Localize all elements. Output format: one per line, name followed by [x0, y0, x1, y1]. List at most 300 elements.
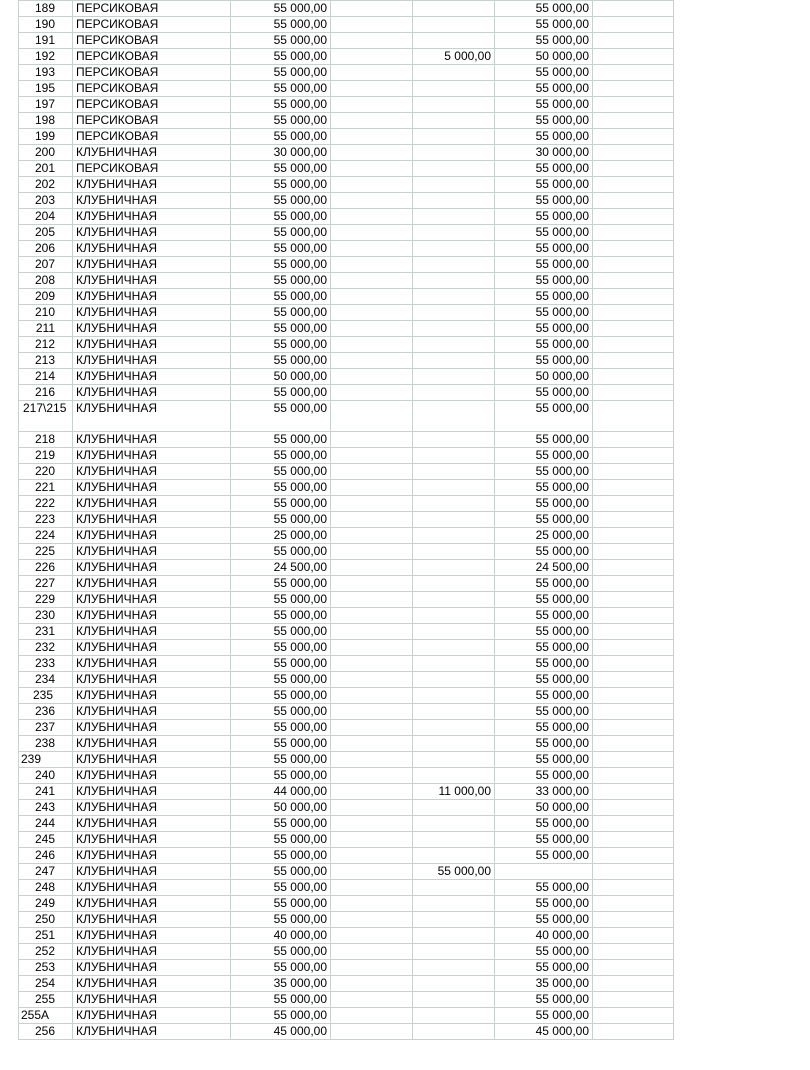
plot-number-cell: 216: [19, 385, 73, 401]
table-row: [19, 896, 674, 912]
empty-cell: [331, 576, 413, 592]
balance-cell: 55 000,00: [495, 209, 593, 225]
blank-cell: [593, 528, 674, 544]
empty-cell: [331, 17, 413, 33]
empty-cell: [331, 448, 413, 464]
plot-number-cell: 201: [19, 161, 73, 177]
balance-cell: 55 000,00: [495, 65, 593, 81]
street-name-cell: КЛУБНИЧНАЯ: [73, 576, 231, 592]
table-row: [19, 177, 674, 193]
table-row: [19, 321, 674, 337]
amount-cell: 50 000,00: [231, 369, 331, 385]
deduction-cell: [413, 720, 495, 736]
plot-number-cell: 224: [19, 528, 73, 544]
amount-cell: 55 000,00: [231, 656, 331, 672]
amount-cell: 55 000,00: [231, 752, 331, 768]
plot-number-cell: 198: [19, 113, 73, 129]
table-row: [19, 784, 674, 800]
balance-cell: 55 000,00: [495, 464, 593, 480]
plot-number-cell: 190: [19, 17, 73, 33]
deduction-cell: [413, 624, 495, 640]
plot-number-cell: 252: [19, 944, 73, 960]
deduction-cell: [413, 512, 495, 528]
table-row: [19, 960, 674, 976]
amount-cell: 55 000,00: [231, 768, 331, 784]
balance-cell: 30 000,00: [495, 145, 593, 161]
table-row: [19, 880, 674, 896]
table-row: [19, 369, 674, 385]
amount-cell: 55 000,00: [231, 337, 331, 353]
deduction-cell: [413, 113, 495, 129]
amount-cell: 55 000,00: [231, 640, 331, 656]
empty-cell: [331, 305, 413, 321]
blank-cell: [593, 448, 674, 464]
plot-number-cell: 191: [19, 33, 73, 49]
empty-cell: [331, 65, 413, 81]
plot-number-cell: 192: [19, 49, 73, 65]
table-row: [19, 193, 674, 209]
deduction-cell: [413, 896, 495, 912]
empty-cell: [331, 129, 413, 145]
amount-cell: 40 000,00: [231, 928, 331, 944]
amount-cell: 55 000,00: [231, 992, 331, 1008]
table-row: [19, 816, 674, 832]
blank-cell: [593, 944, 674, 960]
table-row: [19, 864, 674, 880]
deduction-cell: [413, 496, 495, 512]
deduction-cell: [413, 608, 495, 624]
table-row: [19, 976, 674, 992]
street-name-cell: КЛУБНИЧНАЯ: [73, 816, 231, 832]
street-name-cell: КЛУБНИЧНАЯ: [73, 928, 231, 944]
balance-cell: 55 000,00: [495, 768, 593, 784]
table-row: [19, 512, 674, 528]
table-row: [19, 289, 674, 305]
plot-number-cell: 218: [19, 432, 73, 448]
balance-cell: 55 000,00: [495, 752, 593, 768]
amount-cell: 55 000,00: [231, 161, 331, 177]
table-row: [19, 528, 674, 544]
street-name-cell: КЛУБНИЧНАЯ: [73, 401, 231, 432]
empty-cell: [331, 432, 413, 448]
table-row: [19, 624, 674, 640]
empty-cell: [331, 816, 413, 832]
empty-cell: [331, 161, 413, 177]
balance-cell: 55 000,00: [495, 33, 593, 49]
amount-cell: 55 000,00: [231, 1, 331, 17]
deduction-cell: [413, 1024, 495, 1040]
plot-number-cell: 223: [19, 512, 73, 528]
blank-cell: [593, 17, 674, 33]
deduction-cell: [413, 528, 495, 544]
plot-number-cell: 200: [19, 145, 73, 161]
blank-cell: [593, 640, 674, 656]
table-row: [19, 432, 674, 448]
deduction-cell: [413, 177, 495, 193]
table-row: [19, 560, 674, 576]
street-name-cell: КЛУБНИЧНАЯ: [73, 305, 231, 321]
table-row: [19, 496, 674, 512]
deduction-cell: [413, 816, 495, 832]
deduction-cell: [413, 385, 495, 401]
empty-cell: [331, 880, 413, 896]
table-row: [19, 241, 674, 257]
blank-cell: [593, 193, 674, 209]
street-name-cell: КЛУБНИЧНАЯ: [73, 273, 231, 289]
table-row: [19, 800, 674, 816]
amount-cell: 55 000,00: [231, 624, 331, 640]
plot-number-cell: 255А: [19, 1008, 73, 1024]
blank-cell: [593, 912, 674, 928]
amount-cell: 55 000,00: [231, 353, 331, 369]
blank-cell: [593, 672, 674, 688]
blank-cell: [593, 576, 674, 592]
deduction-cell: [413, 241, 495, 257]
balance-cell: 55 000,00: [495, 640, 593, 656]
amount-cell: 55 000,00: [231, 113, 331, 129]
plot-number-cell: 243: [19, 800, 73, 816]
table-row: [19, 448, 674, 464]
table-row: [19, 592, 674, 608]
balance-cell: 25 000,00: [495, 528, 593, 544]
deduction-cell: [413, 1008, 495, 1024]
empty-cell: [331, 353, 413, 369]
table-row: [19, 337, 674, 353]
table-row: [19, 81, 674, 97]
blank-cell: [593, 1024, 674, 1040]
table-row: [19, 928, 674, 944]
empty-cell: [331, 33, 413, 49]
table-row: [19, 768, 674, 784]
table-row: [19, 257, 674, 273]
deduction-cell: [413, 193, 495, 209]
plot-number-cell: 253: [19, 960, 73, 976]
balance-cell: 45 000,00: [495, 1024, 593, 1040]
deduction-cell: [413, 800, 495, 816]
deduction-cell: [413, 209, 495, 225]
balance-cell: 55 000,00: [495, 512, 593, 528]
amount-cell: 55 000,00: [231, 576, 331, 592]
street-name-cell: КЛУБНИЧНАЯ: [73, 720, 231, 736]
empty-cell: [331, 928, 413, 944]
balance-cell: 55 000,00: [495, 1, 593, 17]
balance-cell: 55 000,00: [495, 193, 593, 209]
street-name-cell: КЛУБНИЧНАЯ: [73, 960, 231, 976]
empty-cell: [331, 832, 413, 848]
plot-number-cell: 211: [19, 321, 73, 337]
plot-number-cell: 244: [19, 816, 73, 832]
blank-cell: [593, 113, 674, 129]
balance-cell: 55 000,00: [495, 161, 593, 177]
plot-number-cell: 210: [19, 305, 73, 321]
plot-number-cell: 206: [19, 241, 73, 257]
street-name-cell: ПЕРСИКОВАЯ: [73, 161, 231, 177]
balance-cell: 24 500,00: [495, 560, 593, 576]
balance-cell: 55 000,00: [495, 656, 593, 672]
plot-number-cell: 212: [19, 337, 73, 353]
table-row: [19, 1, 674, 17]
amount-cell: 55 000,00: [231, 97, 331, 113]
amount-cell: 55 000,00: [231, 688, 331, 704]
table-row: [19, 464, 674, 480]
plot-number-cell: 205: [19, 225, 73, 241]
empty-cell: [331, 385, 413, 401]
blank-cell: [593, 209, 674, 225]
plot-number-cell: 207: [19, 257, 73, 273]
street-name-cell: КЛУБНИЧНАЯ: [73, 656, 231, 672]
plot-number-cell: 239: [19, 752, 73, 768]
balance-cell: 55 000,00: [495, 848, 593, 864]
blank-cell: [593, 385, 674, 401]
deduction-cell: [413, 1, 495, 17]
table-row: [19, 832, 674, 848]
blank-cell: [593, 289, 674, 305]
street-name-cell: КЛУБНИЧНАЯ: [73, 896, 231, 912]
street-name-cell: КЛУБНИЧНАЯ: [73, 1008, 231, 1024]
amount-cell: 35 000,00: [231, 976, 331, 992]
table-row: [19, 209, 674, 225]
street-name-cell: КЛУБНИЧНАЯ: [73, 209, 231, 225]
amount-cell: 55 000,00: [231, 816, 331, 832]
deduction-cell: [413, 464, 495, 480]
table-row: [19, 1024, 674, 1040]
blank-cell: [593, 145, 674, 161]
balance-cell: 55 000,00: [495, 704, 593, 720]
blank-cell: [593, 736, 674, 752]
table-body: [19, 1, 674, 1040]
blank-cell: [593, 688, 674, 704]
balance-cell: 55 000,00: [495, 113, 593, 129]
street-name-cell: КЛУБНИЧНАЯ: [73, 768, 231, 784]
deduction-cell: [413, 81, 495, 97]
blank-cell: [593, 560, 674, 576]
deduction-cell: [413, 353, 495, 369]
blank-cell: [593, 33, 674, 49]
blank-cell: [593, 241, 674, 257]
amount-cell: 55 000,00: [231, 17, 331, 33]
deduction-cell: [413, 976, 495, 992]
amount-cell: 44 000,00: [231, 784, 331, 800]
balance-cell: 55 000,00: [495, 992, 593, 1008]
empty-cell: [331, 113, 413, 129]
street-name-cell: КЛУБНИЧНАЯ: [73, 624, 231, 640]
table-row: [19, 145, 674, 161]
blank-cell: [593, 624, 674, 640]
deduction-cell: [413, 752, 495, 768]
plot-number-cell: 204: [19, 209, 73, 225]
balance-cell: 55 000,00: [495, 544, 593, 560]
plot-number-cell: 209: [19, 289, 73, 305]
blank-cell: [593, 816, 674, 832]
blank-cell: [593, 257, 674, 273]
empty-cell: [331, 1024, 413, 1040]
deduction-cell: [413, 225, 495, 241]
amount-cell: 30 000,00: [231, 145, 331, 161]
empty-cell: [331, 704, 413, 720]
plot-number-cell: 221: [19, 480, 73, 496]
blank-cell: [593, 81, 674, 97]
table-row: [19, 273, 674, 289]
blank-cell: [593, 848, 674, 864]
blank-cell: [593, 864, 674, 880]
street-name-cell: КЛУБНИЧНАЯ: [73, 912, 231, 928]
table-row: [19, 752, 674, 768]
balance-cell: 55 000,00: [495, 432, 593, 448]
blank-cell: [593, 432, 674, 448]
empty-cell: [331, 976, 413, 992]
plot-number-cell: 230: [19, 608, 73, 624]
plot-number-cell: 222: [19, 496, 73, 512]
street-name-cell: КЛУБНИЧНАЯ: [73, 864, 231, 880]
deduction-cell: [413, 640, 495, 656]
blank-cell: [593, 49, 674, 65]
blank-cell: [593, 896, 674, 912]
empty-cell: [331, 369, 413, 385]
table-row: [19, 33, 674, 49]
deduction-cell: [413, 432, 495, 448]
empty-cell: [331, 944, 413, 960]
amount-cell: 25 000,00: [231, 528, 331, 544]
street-name-cell: КЛУБНИЧНАЯ: [73, 241, 231, 257]
amount-cell: 55 000,00: [231, 257, 331, 273]
street-name-cell: КЛУБНИЧНАЯ: [73, 800, 231, 816]
street-name-cell: КЛУБНИЧНАЯ: [73, 976, 231, 992]
plot-number-cell: 226: [19, 560, 73, 576]
balance-cell: 55 000,00: [495, 912, 593, 928]
amount-cell: 55 000,00: [231, 896, 331, 912]
balance-cell: 55 000,00: [495, 960, 593, 976]
street-name-cell: ПЕРСИКОВАЯ: [73, 1, 231, 17]
blank-cell: [593, 321, 674, 337]
deduction-cell: [413, 65, 495, 81]
deduction-cell: [413, 928, 495, 944]
plot-number-cell: 234: [19, 672, 73, 688]
amount-cell: 55 000,00: [231, 129, 331, 145]
balance-cell: 55 000,00: [495, 385, 593, 401]
balance-cell: [495, 864, 593, 880]
balance-cell: 55 000,00: [495, 321, 593, 337]
blank-cell: [593, 225, 674, 241]
blank-cell: [593, 832, 674, 848]
blank-cell: [593, 704, 674, 720]
blank-cell: [593, 496, 674, 512]
blank-cell: [593, 129, 674, 145]
plot-number-cell: 237: [19, 720, 73, 736]
plot-number-cell: 241: [19, 784, 73, 800]
amount-cell: 55 000,00: [231, 225, 331, 241]
balance-cell: 55 000,00: [495, 353, 593, 369]
deduction-cell: [413, 576, 495, 592]
balance-cell: 55 000,00: [495, 257, 593, 273]
table-row: [19, 944, 674, 960]
empty-cell: [331, 81, 413, 97]
street-name-cell: КЛУБНИЧНАЯ: [73, 257, 231, 273]
street-name-cell: ПЕРСИКОВАЯ: [73, 129, 231, 145]
balance-cell: 55 000,00: [495, 816, 593, 832]
blank-cell: [593, 784, 674, 800]
plot-number-cell: 214: [19, 369, 73, 385]
empty-cell: [331, 480, 413, 496]
street-name-cell: КЛУБНИЧНАЯ: [73, 560, 231, 576]
blank-cell: [593, 1, 674, 17]
empty-cell: [331, 337, 413, 353]
empty-cell: [331, 209, 413, 225]
street-name-cell: КЛУБНИЧНАЯ: [73, 496, 231, 512]
street-name-cell: КЛУБНИЧНАЯ: [73, 193, 231, 209]
amount-cell: 55 000,00: [231, 736, 331, 752]
blank-cell: [593, 592, 674, 608]
balance-cell: 55 000,00: [495, 592, 593, 608]
deduction-cell: [413, 592, 495, 608]
balance-cell: 55 000,00: [495, 896, 593, 912]
empty-cell: [331, 528, 413, 544]
empty-cell: [331, 640, 413, 656]
street-name-cell: ПЕРСИКОВАЯ: [73, 65, 231, 81]
empty-cell: [331, 608, 413, 624]
empty-cell: [331, 177, 413, 193]
deduction-cell: [413, 273, 495, 289]
table-row: [19, 736, 674, 752]
empty-cell: [331, 672, 413, 688]
balance-cell: 50 000,00: [495, 369, 593, 385]
amount-cell: 55 000,00: [231, 720, 331, 736]
street-name-cell: КЛУБНИЧНАЯ: [73, 880, 231, 896]
street-name-cell: КЛУБНИЧНАЯ: [73, 337, 231, 353]
plot-number-cell: 231: [19, 624, 73, 640]
balance-cell: 50 000,00: [495, 49, 593, 65]
deduction-cell: [413, 944, 495, 960]
street-name-cell: КЛУБНИЧНАЯ: [73, 848, 231, 864]
plot-number-cell: 256: [19, 1024, 73, 1040]
amount-cell: 55 000,00: [231, 848, 331, 864]
street-name-cell: КЛУБНИЧНАЯ: [73, 385, 231, 401]
amount-cell: 55 000,00: [231, 49, 331, 65]
street-name-cell: КЛУБНИЧНАЯ: [73, 992, 231, 1008]
amount-cell: 55 000,00: [231, 385, 331, 401]
blank-cell: [593, 656, 674, 672]
blank-cell: [593, 992, 674, 1008]
plot-number-cell: 236: [19, 704, 73, 720]
balance-cell: 55 000,00: [495, 608, 593, 624]
deduction-cell: [413, 656, 495, 672]
table-row: [19, 1008, 674, 1024]
plot-number-cell: 254: [19, 976, 73, 992]
amount-cell: 55 000,00: [231, 832, 331, 848]
balance-cell: 55 000,00: [495, 720, 593, 736]
balance-cell: 55 000,00: [495, 480, 593, 496]
plot-number-cell: 229: [19, 592, 73, 608]
deduction-cell: [413, 401, 495, 432]
table-row: [19, 353, 674, 369]
balance-cell: 55 000,00: [495, 81, 593, 97]
table-row: [19, 656, 674, 672]
balance-cell: 40 000,00: [495, 928, 593, 944]
deduction-cell: [413, 129, 495, 145]
blank-cell: [593, 97, 674, 113]
deduction-cell: [413, 161, 495, 177]
empty-cell: [331, 1, 413, 17]
empty-cell: [331, 912, 413, 928]
blank-cell: [593, 369, 674, 385]
street-name-cell: КЛУБНИЧНАЯ: [73, 528, 231, 544]
amount-cell: 55 000,00: [231, 448, 331, 464]
amount-cell: 50 000,00: [231, 800, 331, 816]
balance-cell: 55 000,00: [495, 177, 593, 193]
deduction-cell: [413, 880, 495, 896]
empty-cell: [331, 656, 413, 672]
balance-cell: 55 000,00: [495, 305, 593, 321]
table-row: [19, 480, 674, 496]
